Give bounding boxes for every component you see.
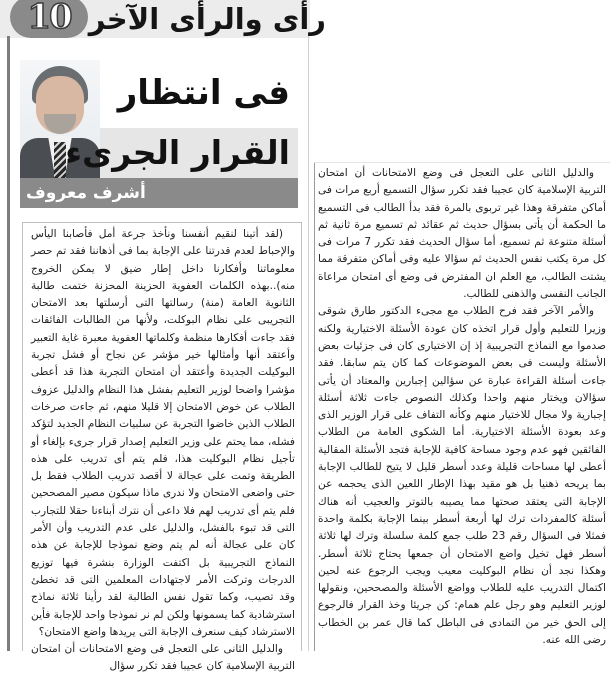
left-paragraph-1: (لقد أتينا لنقيم أنفسنا ونأخذ جرعة أمل فأصابنا اليأس والإحباط لعدم قدرتنا على الإجابة بما فى أذهاننا فقد تم حصر معلوماتنا وأفكارنا داخل إطار ضيق لا يمكن الخروج منه)..بهذه الكلمات العفوية الحزينة المحزنة ختمت طالبة الثانوية العامة (منة) رسالتها التى أرسلتها بعد الامتحان التجريبى على نظام البوكلت، ولأنها من الطالبات الفائقات فقد جاءت أفكارها منظمة وكلماتها العفوية معبرة غاية التعبير وأعتقد أنها وأمثالها خير مؤشر عن نجاح أو فشل تجربة البوكيلت الجديدة وأعتقد أن امتحان التجربة هذا قد أعطى مؤشرا واضحا لوزير التعليم بفشل هذا النظام والدليل عزوف الطلاب عن خوض الامتحان إلا قليلا منهم، ثم جاءت صرخات الطلاب الذين خاضوا التجربة عن سلبيات النظام الجديد لتؤكد فشله، مما يحتم على وزير التعليم إصدار قرار جرىء بإلغاء أو تأجيل نظام البوكليت هذا، فلم يتم أى تدريب على هذه الطريقة وتمت على عجالة لا أقصد تدريب الطلاب فقط بل حتى واضعى الامتحان ولا ندرى ماذا سيكون مصير المصححين فلم يتم أى تدريب لهم فلا داعى أن نترك أبناءنا حقلا للتجارب التى قد تبوء بالفشل، والدليل على عدم التدريب وأن الأمر كان على عجالة أنه لم يتم وضع نموذجا للإجابة عن هذه النماذج التجريبية بل اكتفت الوزارة بنشرة فيها توزيع الدرجات وتركت الأمر لاجتهادات المعلمين التى قد تخطئ وقد تصيب، وكما تقول نفس الطالبة لقد رأينا ثلاثة نماذج استرشادية كما يسمونها ولكن لم نر نموذجا واحد للإجابة فأين الاسترشاد كيف سنعرف الإجابة التى يريدها واضع الامتحان؟ <box>31 228 295 638</box>
right-paragraph-1: والدليل الثانى على التعجل فى وضع الامتحانات أن امتحان التربية الإسلامية كان عجيبا فقد تكرر سؤال التسميع أربع مرات فى أماكن متفرقة وهذا غير تربوى بالمرة فقد بدأ الطالب فى التسميع ما الحكمة أن يأتى بسؤال حديث ثم عقائد ثم تسميع مرة ثانية ثم أسئلة متنوعة ثم تسميع، أما سؤال الحديث فقد تكرر 7 مرات فى كل مرة يكتب نفس الحديث ثم سؤالا عليه وفى أماكن متفرقة مما يشتت الطالب، مع العلم ان المفترض فى وضع أى امتحان مراعاة الجانب النفسى والذهنى للطالب. <box>318 167 606 301</box>
headline-line-1: فى انتظار <box>117 73 290 113</box>
right-paragraph-2: والأمر الآخر فقد فرح الطلاب مع مجىء الدكتور طارق شوقى وزيرا للتعليم وأول قرار اتخذه كان عودة الأسئلة الاختيارية ولكنه صدموا مع النماذج التجريبية إذ إن الاختيارى كان فى جزئيات بعض الأسئلة وليست فى بعض الموضوعات كما كان يتم سابقا. فقد جاءت أسئلة القراءة عبارة عن سؤالين إجبارين والمعتاد أن يأتى سؤالان ويختار منهم واحدا وكذلك النصوص جاءت ثلاثة أسئلة إجبارية ولا مجال للاختيار منهم وكأنه التفاف على قرار الوزير الذى وعد بعودة الأسئلة الاختيارية. أما الشكوى العامة من الطلاب الفائقين فهو عدم وجود مساحة كافية للإجابة فتجد الأسئلة المقالية أعطى لها مساحات قليلة وعدد أسطر قليل لا يتيح للطالب الإجابة بما يريحه ذهنيا بل هو مقيد بهذا الإطار اللعين الذى يحجمه عن الإجابة التى يعتقد صحتها مما يصيبه بالتوتر والعجيب أنه هناك أسئلة كالمفردات ترك لها أربعة أسطر بينما الإجابة بكلمة واحدة فمثلا فى السؤال رقم 23 طلب جمع كلمة سلسلة وترك لها ثلاثة أسطر فهل تخيل واضع الامتحان أن جمعها يحتاج ثلاثة أسطر. وهكذا نجد أن نظام البوكليت معيب ويجب الرجوع عنه لحين اكتمال التدريب عليه للطلاب وواضع الأسئلة والمصححين، ونقولها لوزير التعليم وهو رجل علم همام: كن جريئا وخذ القرار فالرجوع إلى الحق خير من التمادى فى الباطل كما قال عمر بن الخطاب رضى الله عنه. <box>318 305 606 647</box>
headline-line-2: القرار الجرىء <box>65 133 290 172</box>
author-name: أشرف معروف <box>26 183 146 203</box>
right-column-rule <box>314 163 315 651</box>
left-paragraph-2: والدليل الثانى على التعجل فى وضع الامتحانات أن امتحان التربية الإسلامية كان عجيبا فقد تكرر سؤال <box>31 643 295 673</box>
right-column-top-line <box>314 162 610 163</box>
page-number: 10 <box>27 0 71 37</box>
left-column-rule <box>7 36 10 651</box>
column-divider <box>308 36 309 651</box>
page-number-badge <box>10 0 88 38</box>
section-title: رأى والرأى الآخر <box>88 2 326 36</box>
right-column-text <box>318 165 606 649</box>
left-column-text <box>31 226 295 676</box>
